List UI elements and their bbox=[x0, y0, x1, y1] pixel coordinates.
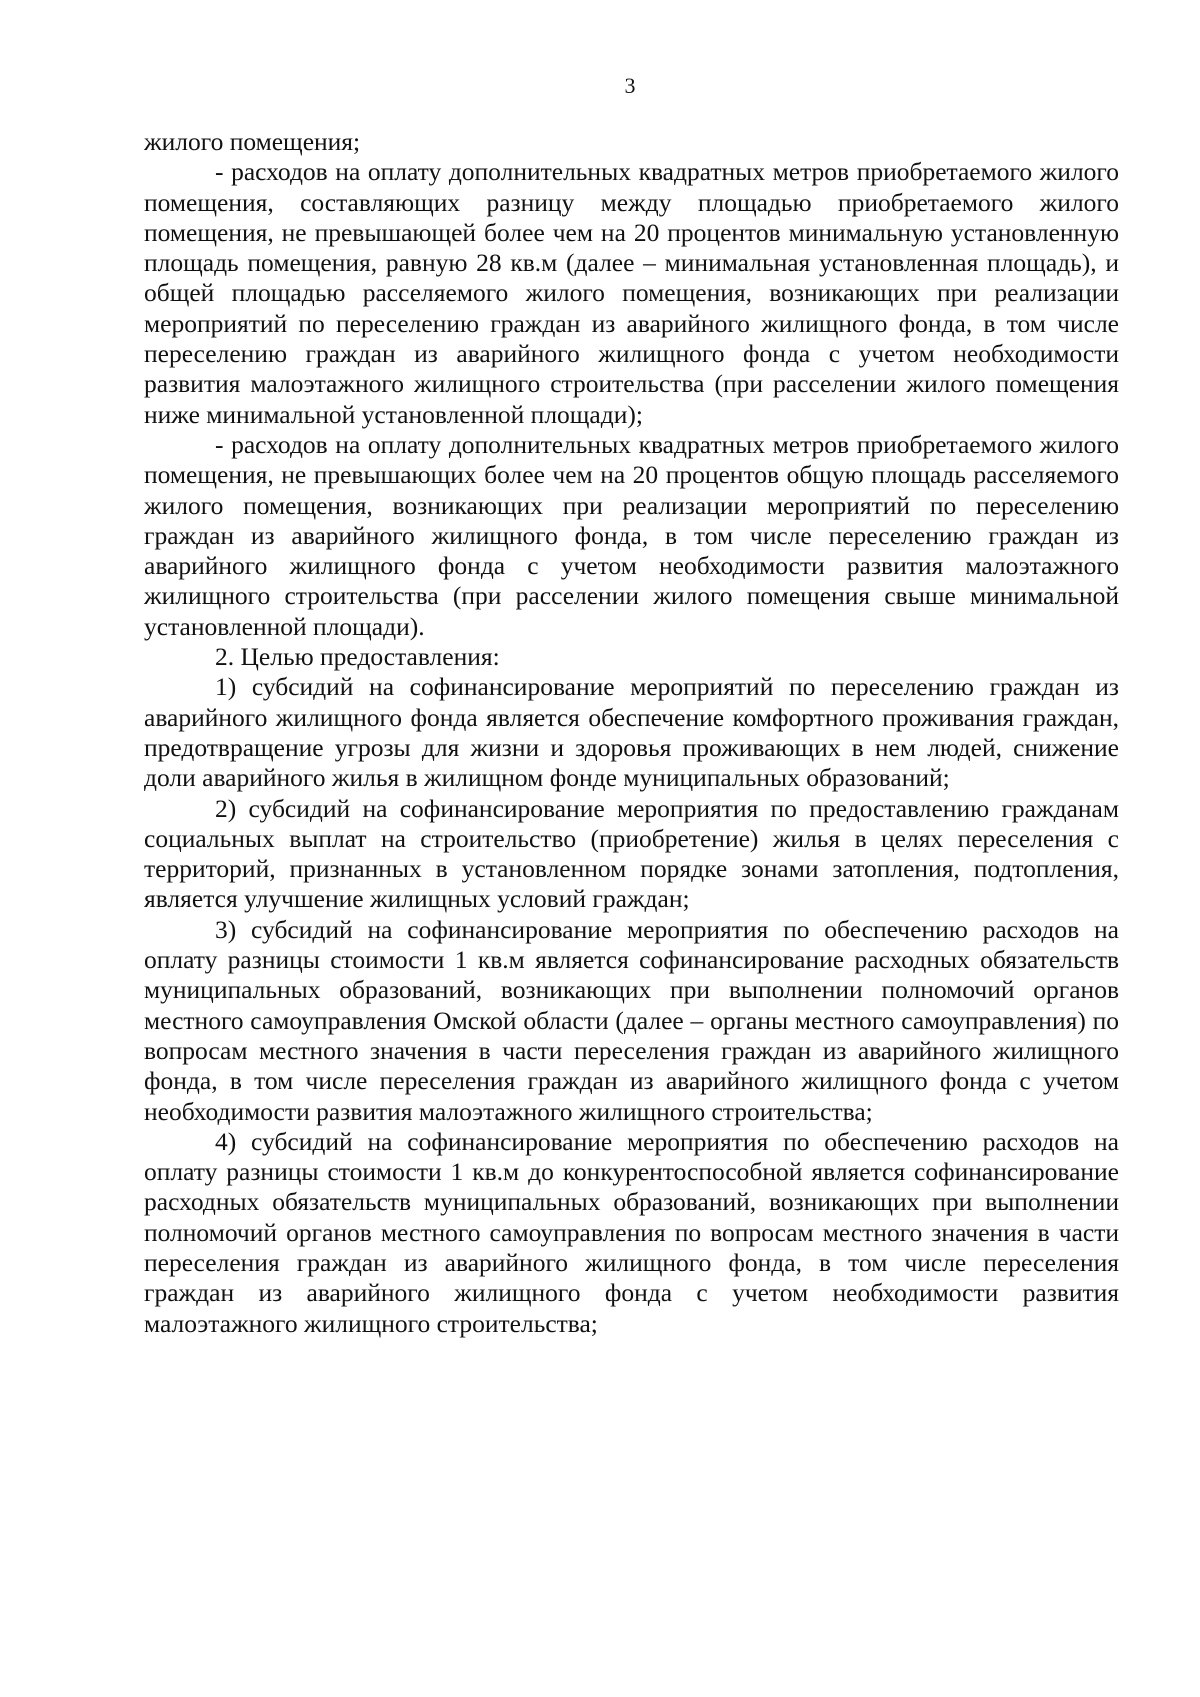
paragraph-item-1: 1) субсидий на софинансирование мероприятий по переселению граждан из аварийного жилищного фонда является обеспечение комфортного проживания граждан, предотвращение угрозы для жизни и здоровья проживающих в нем людей, снижение доли аварийного жилья в жилищном фонде муниципальных образований; bbox=[144, 672, 1119, 793]
paragraph-continuation: жилого помещения; bbox=[144, 127, 361, 156]
paragraph-section-2-heading: 2. Целью предоставления: bbox=[215, 642, 500, 672]
paragraph-expenses-above-minimum: - расходов на оплату дополнительных квадратных метров приобретаемого жилого помещения, не превышающих более чем на 20 процентов общую площадь расселяемого жилого помещения, возникающих при реализации мероприятий по переселению граждан из аварийного жилищного фонда, в том числе переселению граждан из аварийного жилищного фонда с учетом необходимости развития малоэтажного жилищного строительства (при расселении жилого помещения свыше минимальной установленной площади). bbox=[144, 429, 1119, 641]
paragraph-item-2: 2) субсидий на софинансирование мероприятия по предоставлению гражданам социальных выплат на строительство (приобретение) жилья в целях переселения с территорий, признанных в установленном порядке зонами затопления, подтопления, является улучшение жилищных условий граждан; bbox=[144, 793, 1119, 914]
paragraph-expenses-below-minimum: - расходов на оплату дополнительных квадратных метров приобретаемого жилого помещения, составляющих разницу между площадью приобретаемого жилого помещения, не превышающей более чем на 20 процентов минимальную установленную площадь помещения, равную 28 кв.м (далее – минимальная установленная площадь), и общей площадью расселяемого жилого помещения, возникающих при реализации мероприятий по переселению граждан из аварийного жилищного фонда, в том числе переселению граждан из аварийного жилищного фонда с учетом необходимости развития малоэтажного жилищного строительства (при расселении жилого помещения ниже минимальной установленной площади); bbox=[144, 157, 1119, 429]
paragraph-item-4: 4) субсидий на софинансирование мероприятия по обеспечению расходов на оплату разницы стоимости 1 кв.м до конкурентоспособной является софинансирование расходных обязательств муниципальных образований, возникающих при выполнении полномочий органов местного самоуправления по вопросам местного значения в части переселения граждан из аварийного жилищного фонда, в том числе переселения граждан из аварийного жилищного фонда с учетом необходимости развития малоэтажного жилищного строительства; bbox=[144, 1126, 1119, 1338]
document-body bbox=[144, 127, 1119, 1339]
paragraph-item-3: 3) субсидий на софинансирование мероприятия по обеспечению расходов на оплату разницы стоимости 1 кв.м является софинансирование расходных обязательств муниципальных образований, возникающих при выполнении полномочий органов местного самоуправления Омской области (далее – органы местного самоуправления) по вопросам местного значения в части переселения граждан из аварийного жилищного фонда, в том числе переселения граждан из аварийного жилищного фонда с учетом необходимости развития малоэтажного жилищного строительства; bbox=[144, 914, 1119, 1126]
page-number: 3 bbox=[624, 73, 636, 98]
